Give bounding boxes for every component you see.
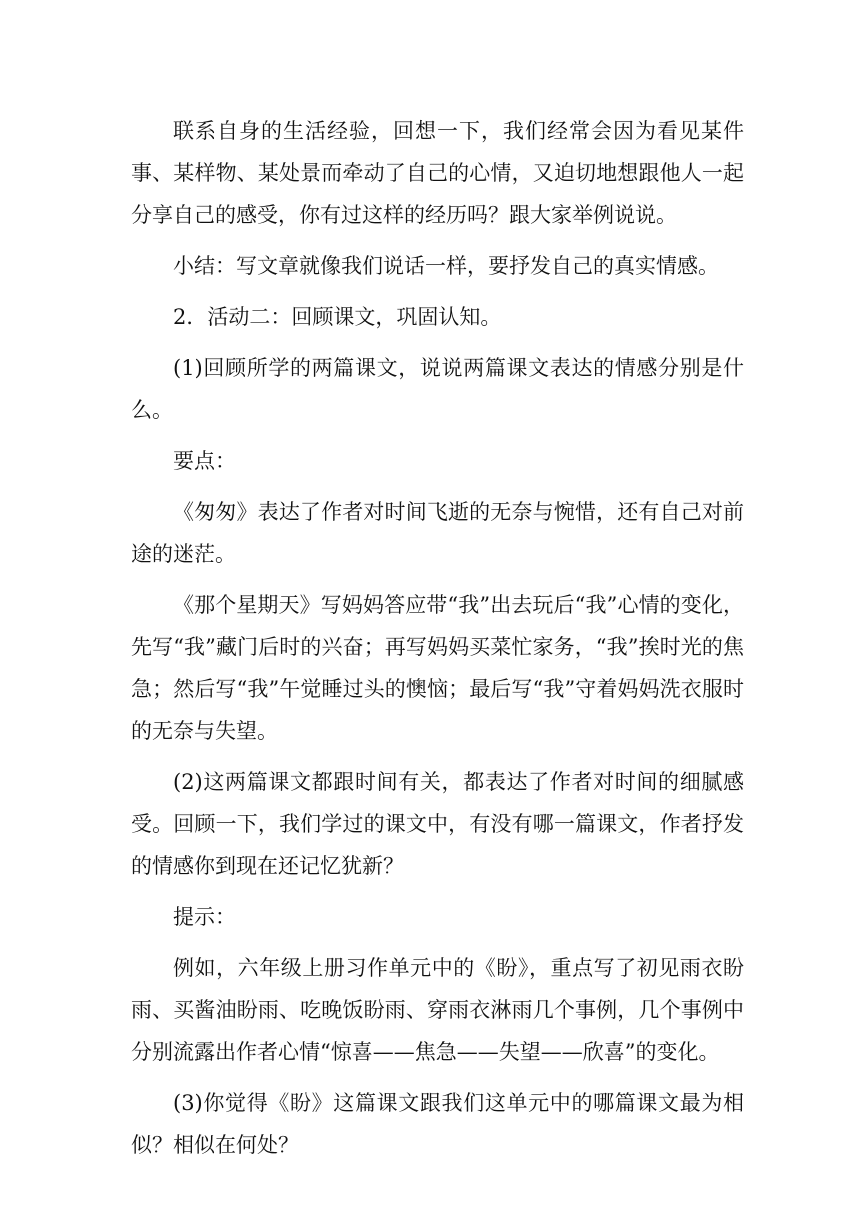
paragraph-question-3: (3)你觉得《盼》这篇课文跟我们这单元中的哪篇课文最为相似？相似在何处？ [131, 1091, 744, 1157]
paragraph-intro: 联系自身的生活经验，回想一下，我们经常会因为看见某件事、某样物、某处景而牵动了自己的心情，又迫切地想跟他人一起分享自己的感受，你有过这样的经历吗？跟大家举例说说。 [131, 119, 744, 227]
paragraph-congcong: 《匆匆》表达了作者对时间飞逝的无奈与惋惜，还有自己对前途的迷茫。 [131, 500, 744, 566]
paragraph-question-2: (2)这两篇课文都跟时间有关，都表达了作者对时间的细腻感受。回顾一下，我们学过的课文中，有没有哪一篇课文，作者抒发的情感你到现在还记忆犹新？ [131, 770, 744, 878]
paragraph-activity-two: 2．活动二：回顾课文，巩固认知。 [173, 305, 502, 329]
paragraph-key-points-label: 要点： [173, 449, 236, 473]
paragraph-that-sunday: 《那个星期天》写妈妈答应带“我”出去玩后“我”心情的变化，先写“我”藏门后时的兴奋；再写妈妈买菜忙家务，“我”挨时光的焦急；然后写“我”午觉睡过头的懊恼；最后写“我”守着妈妈洗衣服时的无奈与失望。 [131, 593, 744, 743]
paragraph-summary: 小结：写文章就像我们说话一样，要抒发自己的真实情感。 [173, 254, 719, 278]
paragraph-example-pan: 例如，六年级上册习作单元中的《盼》，重点写了初见雨衣盼雨、买酱油盼雨、吃晚饭盼雨、穿雨衣淋雨几个事例，几个事例中分别流露出作者心情“惊喜——焦急——失望——欣喜”的变化。 [131, 956, 744, 1064]
paragraph-question-1: (1)回顾所学的两篇课文，说说两篇课文表达的情感分别是什么。 [131, 356, 744, 422]
paragraph-hint-label: 提示： [173, 905, 236, 929]
